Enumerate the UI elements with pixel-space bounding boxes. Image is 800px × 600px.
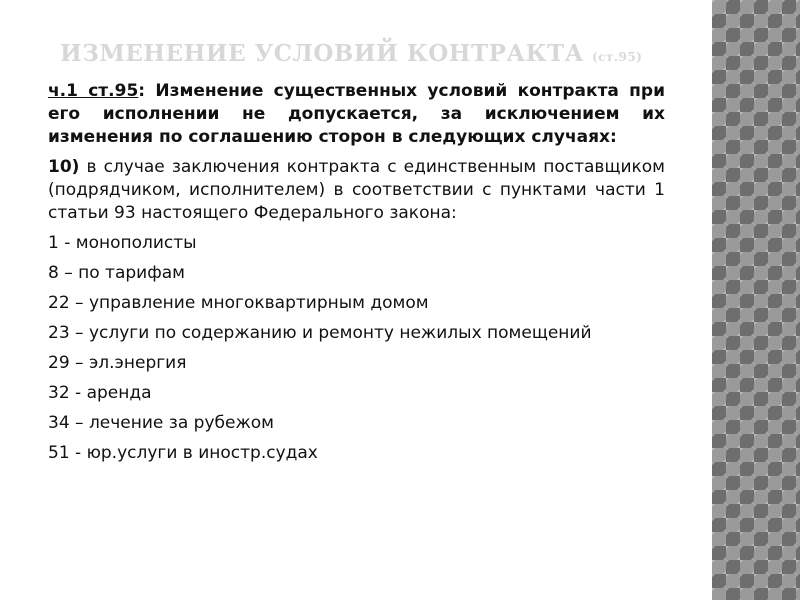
lead-paragraph-text: : Изменение существенных условий контракта при его исполнении не допускается, за исключением их изменения по соглашению сторон в следующих случаях: [48, 81, 665, 147]
point-number: 10) [48, 157, 80, 177]
lead-paragraph [48, 80, 665, 149]
list-item: 29 – эл.энергия [48, 353, 187, 373]
list-item: 22 – управление многоквартирным домом [48, 293, 429, 313]
slide-content [48, 80, 665, 472]
decorative-pattern-strip [712, 0, 800, 600]
list-item: 8 – по тарифам [48, 263, 185, 283]
slide-title-text: ИЗМЕНЕНИЕ УСЛОВИЙ КОНТРАКТА [60, 40, 584, 67]
lead-article-reference: ч.1 ст.95 [48, 81, 139, 101]
slide-title [60, 40, 660, 71]
list-item: 34 – лечение за рубежом [48, 413, 274, 433]
list-item: 32 - аренда [48, 383, 152, 403]
list-item: 51 - юр.услуги в иностр.судах [48, 443, 318, 463]
point-paragraph [48, 156, 665, 225]
slide-title-suffix: (ст.95) [591, 50, 643, 64]
list-item: 1 - монополисты [48, 233, 197, 253]
point-paragraph-text: в случае заключения контракта с единственным поставщиком (подрядчиком, исполнителем) в соответствии с пунктами части 1 статьи 93 настоящего Федерального закона: [48, 157, 665, 223]
list-item: 23 – услуги по содержанию и ремонту нежилых помещений [48, 323, 592, 343]
